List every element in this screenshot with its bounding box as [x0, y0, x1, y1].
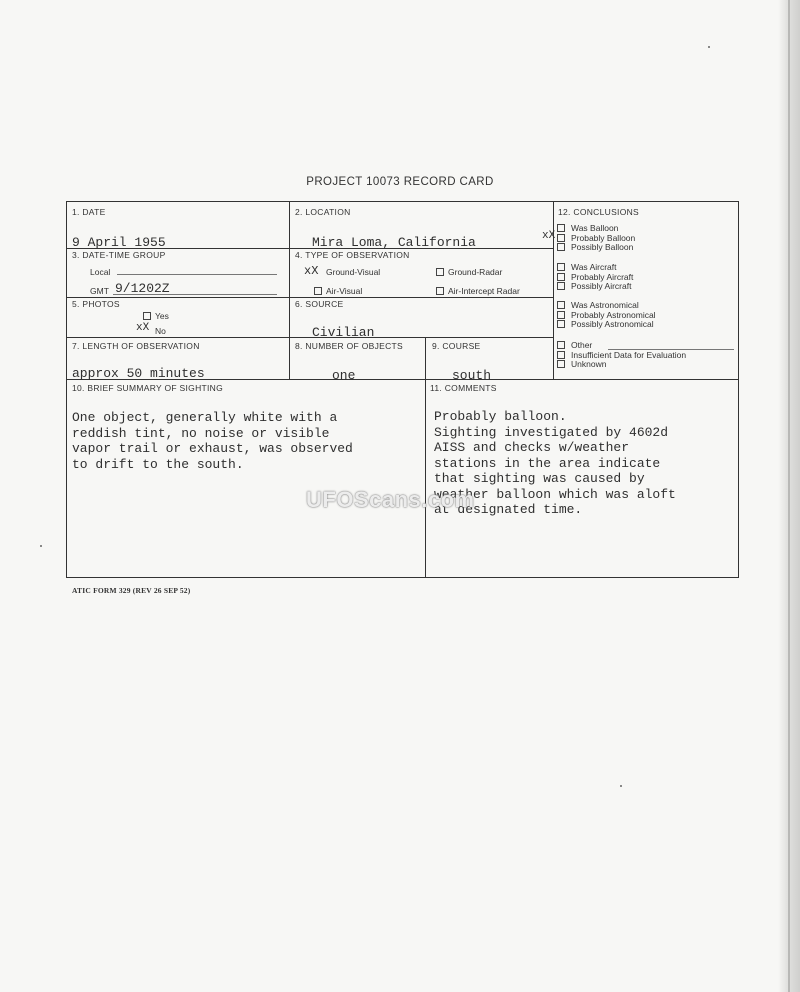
local-label: Local	[90, 267, 111, 277]
conclusion-option: Other	[571, 340, 593, 350]
grid-line	[67, 337, 553, 338]
checkbox-icon	[143, 312, 151, 320]
number-of-objects-label: 8. NUMBER OF OBJECTS	[295, 341, 404, 351]
summary-line: reddish tint, no noise or visible	[72, 425, 330, 441]
summary-line: to drift to the south.	[72, 456, 244, 472]
grid-line	[425, 337, 426, 578]
length-label: 7. LENGTH OF OBSERVATION	[72, 341, 200, 351]
grid-line	[67, 297, 553, 298]
watermark: UFOScans.com	[306, 487, 475, 512]
checkbox-icon	[314, 287, 322, 295]
card-title: PROJECT 10073 RECORD CARD	[306, 176, 494, 188]
conclusion-option: Was Aircraft	[571, 262, 617, 272]
conclusion-option: Possibly Astronomical	[571, 319, 654, 329]
scan-speck	[708, 46, 710, 48]
local-underline	[117, 274, 277, 275]
gmt-label: GMT	[90, 286, 109, 296]
comments-label: 11. COMMENTS	[430, 383, 497, 393]
checkbox-icon	[557, 234, 565, 242]
checkbox-icon	[557, 360, 565, 368]
summary-text	[72, 410, 353, 472]
comment-line: Probably balloon.	[434, 409, 567, 424]
date-label: 1. DATE	[72, 207, 106, 217]
conclusion-group-balloon	[557, 224, 635, 253]
checkbox-icon	[557, 263, 565, 271]
location-label: 2. LOCATION	[295, 207, 351, 217]
other-underline	[608, 349, 734, 350]
summary-label: 10. BRIEF SUMMARY OF SIGHTING	[72, 383, 224, 393]
conclusion-group-astronomical	[557, 301, 656, 330]
gmt-value: 9/1202Z	[115, 281, 170, 296]
conclusion-group-aircraft	[557, 263, 633, 292]
grid-line	[289, 202, 290, 379]
comment-line: stations in the area indicate	[434, 455, 661, 471]
checkbox-icon	[557, 351, 565, 359]
comment-line: at designated time.	[434, 502, 583, 517]
summary-line: One object, generally white with a	[72, 410, 338, 425]
probably-balloon-check-mark: xX	[542, 230, 556, 242]
form-identifier: ATIC FORM 329 (REV 26 SEP 52)	[72, 586, 191, 595]
photos-no: No	[155, 326, 166, 336]
course-label: 9. COURSE	[432, 341, 481, 351]
conclusion-option: Possibly Aircraft	[571, 281, 632, 291]
conclusions-label: 12. CONCLUSIONS	[558, 207, 640, 217]
checkbox-icon	[557, 320, 565, 328]
observation-type-label: 4. TYPE OF OBSERVATION	[295, 250, 410, 260]
checkbox-icon	[436, 287, 444, 295]
comment-line: Sighting investigated by 4602d	[434, 424, 669, 440]
conclusion-option: Unknown	[571, 359, 607, 369]
source-value: Civilian	[312, 325, 375, 340]
summary-line: vapor trail or exhaust, was observed	[72, 441, 353, 456]
option-air-intercept-radar: Air-Intercept Radar	[436, 286, 520, 296]
checkbox-icon	[436, 268, 444, 276]
length-value: approx 50 minutes	[72, 366, 205, 381]
page-edge-line	[788, 0, 790, 992]
conclusion-option: Probably Aircraft	[571, 271, 634, 282]
conclusion-option: Insufficient Data for Evaluation	[571, 349, 687, 360]
scan-speck	[40, 545, 42, 547]
location-value: Mira Loma, California	[312, 235, 476, 250]
grid-line	[553, 202, 554, 379]
checkbox-icon	[557, 341, 565, 349]
conclusion-option: Probably Balloon	[571, 232, 636, 243]
option-ground-visual: Ground-Visual	[326, 267, 381, 277]
conclusion-option: Was Balloon	[571, 223, 619, 233]
comment-line: that sighting was caused by	[434, 471, 645, 486]
checkbox-icon	[557, 282, 565, 290]
checkbox-icon	[557, 273, 565, 281]
photos-no-check-mark: xX	[136, 322, 150, 334]
scan-speck	[620, 785, 622, 787]
photos-label: 5. PHOTOS	[72, 299, 120, 309]
conclusion-option: Probably Astronomical	[571, 309, 656, 320]
conclusion-option: Possibly Balloon	[571, 242, 634, 252]
number-of-objects-value: one	[332, 368, 356, 383]
ground-visual-check-mark: xX	[304, 264, 319, 278]
date-value: 9 April 1955	[72, 235, 166, 250]
comment-line: weather balloon which was aloft	[434, 486, 676, 502]
option-ground-radar: Ground-Radar	[436, 267, 502, 277]
option-air-visual: Air-Visual	[314, 286, 362, 296]
course-value: south	[452, 368, 492, 383]
photos-yes: Yes	[143, 311, 169, 321]
gmt-underline	[113, 294, 277, 295]
checkbox-icon	[557, 243, 565, 251]
checkbox-icon	[557, 311, 565, 319]
conclusion-group-other	[557, 341, 686, 370]
date-time-group-label: 3. DATE-TIME GROUP	[72, 250, 166, 260]
comment-line: AISS and checks w/weather	[434, 440, 630, 455]
source-label: 6. SOURCE	[295, 299, 344, 309]
conclusion-option: Was Astronomical	[571, 300, 639, 310]
checkbox-icon	[557, 301, 565, 309]
checkbox-icon	[557, 224, 565, 232]
